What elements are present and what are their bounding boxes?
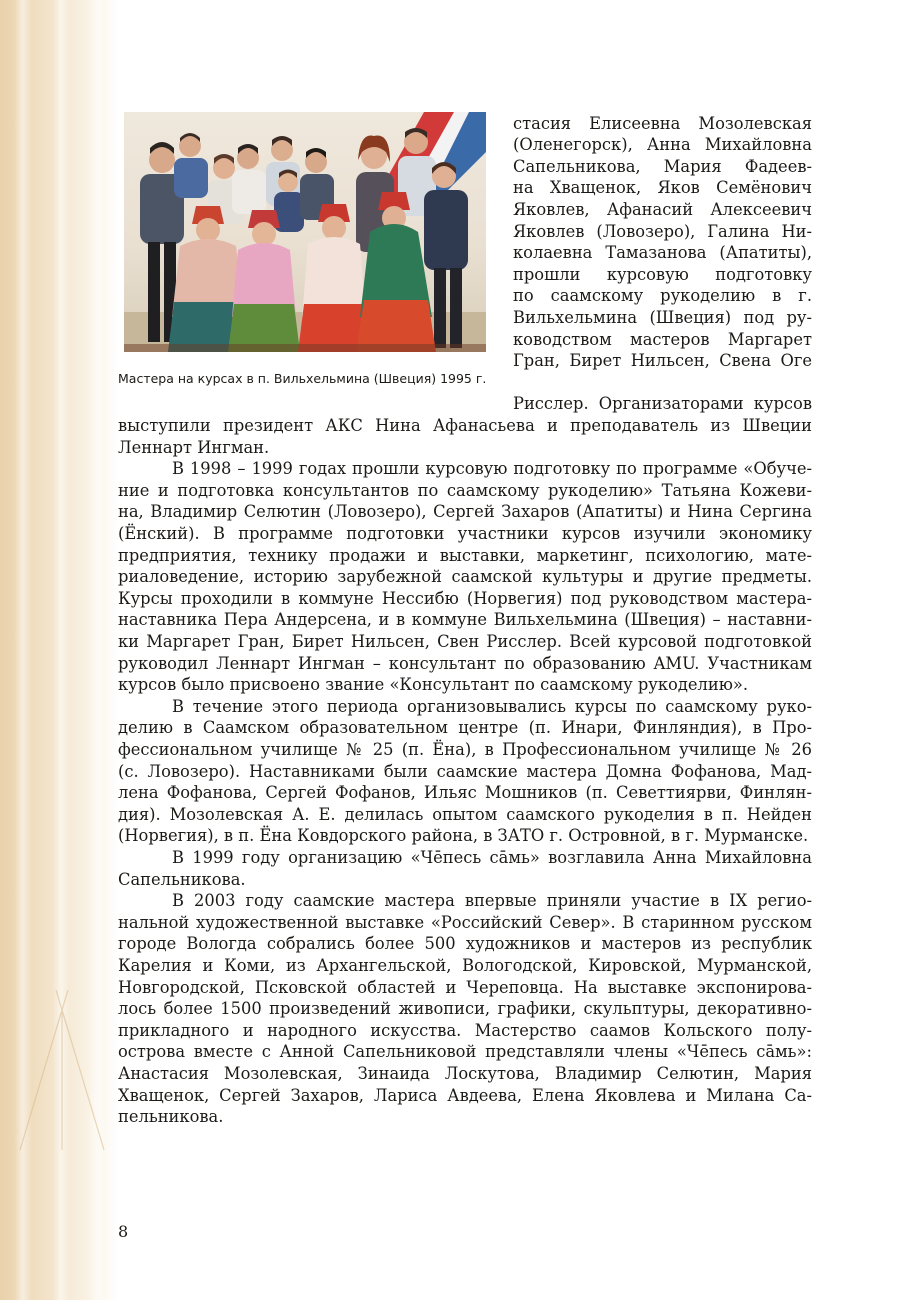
text-line: дия). Мозолевская А. Е. делилась опытом саамского рукоделия в п. Нейден [118,805,812,824]
text-line: Сапельникова, Мария Фадеев- [513,157,812,176]
text-line: делию в Саамском образовательном центре (п. Инари, Финляндия), в Про- [118,718,812,737]
text-line: курсов было присвоено звание «Консультант по саамскому рукоделию». [118,675,749,694]
text-line: Сапельникова. [118,870,246,889]
text-line: (Норвегия), в п. Ёна Ковдорского района, в ЗАТО г. Островной, в г. Мурманске. [118,826,809,845]
text-line: колаевна Тамазанова (Апатиты), [513,243,812,262]
text-line: В течение этого периода организовывались курсы по саамскому руко- [172,697,812,716]
text-line: Карелия и Коми, из Архангельской, Вологодской, Кировской, Мурманской, [118,956,812,975]
text-line: выступили президент АКС Нина Афанасьева и преподаватель из Швеции [118,416,812,435]
text-line: лось более 1500 произведений живописи, графики, скульптуры, декоративно- [118,999,812,1018]
text-line: (Оленегорск), Анна Михайловна [513,135,812,154]
text-line: В 1999 году организацию «Чēпесь сāмь» возглавила Анна Михайловна [172,848,812,867]
text-line: прошли курсовую подготовку [513,265,812,284]
text-line: Анастасия Мозолевская, Зинаида Лоскутова, Владимир Селютин, Мария [118,1064,812,1083]
text-line: на, Владимир Селютин (Ловозеро), Сергей Захаров (Апатиты) и Нина Сергина [118,502,812,521]
group-photo [124,112,486,352]
text-line: В 2003 году саамские мастера впервые приняли участие в IX регио- [172,891,812,910]
text-line: В 1998 – 1999 годах прошли курсовую подготовку по программе «Обуче- [172,459,812,478]
text-line: Гран, Бирет Нильсен, Свена Оге [513,351,812,370]
text-line: Рисслер. Организаторами курсов [513,394,812,413]
text-line: (Ёнский). В программе подготовки участники курсов изучили экономику [118,524,812,543]
group-photo-illustration [124,112,486,352]
text-line: нальной художественной выставке «Российский Север». В старинном русском [118,913,812,932]
text-line: пельникова. [118,1107,224,1126]
text-line: прикладного и народного искусства. Мастерство саамов Кольского полу- [118,1021,812,1040]
tent-ornament-icon [0,0,118,1300]
text-line: Хващенок, Сергей Захаров, Лариса Авдеева, Елена Яковлева и Милана Са- [118,1086,812,1105]
text-line: Леннарт Ингман. [118,438,270,457]
text-line: ководством мастеров Маргарет [513,330,812,349]
text-line: острова вместе с Анной Сапельниковой представляли члены «Чēпесь сāмь»: [118,1042,812,1061]
text-line: Яковлев, Афанасий Алексеевич [513,200,812,219]
text-line: ки Маргарет Гран, Бирет Нильсен, Свен Рисслер. Всей курсовой подготовкой [118,632,812,651]
text-line: на Хващенок, Яков Семёнович [513,178,812,197]
decorative-side-band [0,0,118,1300]
text-line: фессиональном училище № 25 (п. Ёна), в Профессиональном училище № 26 [118,740,812,759]
text-line: Новгородской, Псковской областей и Череповца. На выставке экспонирова- [118,978,812,997]
text-line: городе Вологда собрались более 500 художников и мастеров из республик [118,934,812,953]
text-line: по саамскому рукоделию в г. [513,286,812,305]
text-line: Яковлев (Ловозеро), Галина Ни- [513,222,812,241]
page-number: 8 [118,1222,129,1241]
text-line: Курсы проходили в коммуне Нессибю (Норвегия) под руководством мастера- [118,589,812,608]
text-line: Вильхельмина (Швеция) под ру- [513,308,812,327]
text-line: предприятия, технику продажи и выставки, маркетинг, психологию, мате- [118,546,812,565]
text-line: руководил Леннарт Ингман – консультант по образованию AMU. Участникам [118,654,812,673]
text-line: лена Фофанова, Сергей Фофанов, Ильяс Мошников (п. Севеттиярви, Финлян- [118,783,812,802]
text-line: риаловедение, историю зарубежной саамской культуры и другие предметы. [118,567,812,586]
text-line: наставника Пера Андерсена, и в коммуне Вильхельмина (Швеция) – наставни- [118,610,812,629]
photo-caption: Мастера на курсах в п. Вильхельмина (Швеция) 1995 г. [118,371,487,386]
text-line: (с. Ловозеро). Наставниками были саамские мастера Домна Фофанова, Мад- [118,762,812,781]
text-line: стасия Елисеевна Мозолевская [513,114,812,133]
text-line: ние и подготовка консультантов по саамскому рукоделию» Татьяна Кожеви- [118,481,812,500]
